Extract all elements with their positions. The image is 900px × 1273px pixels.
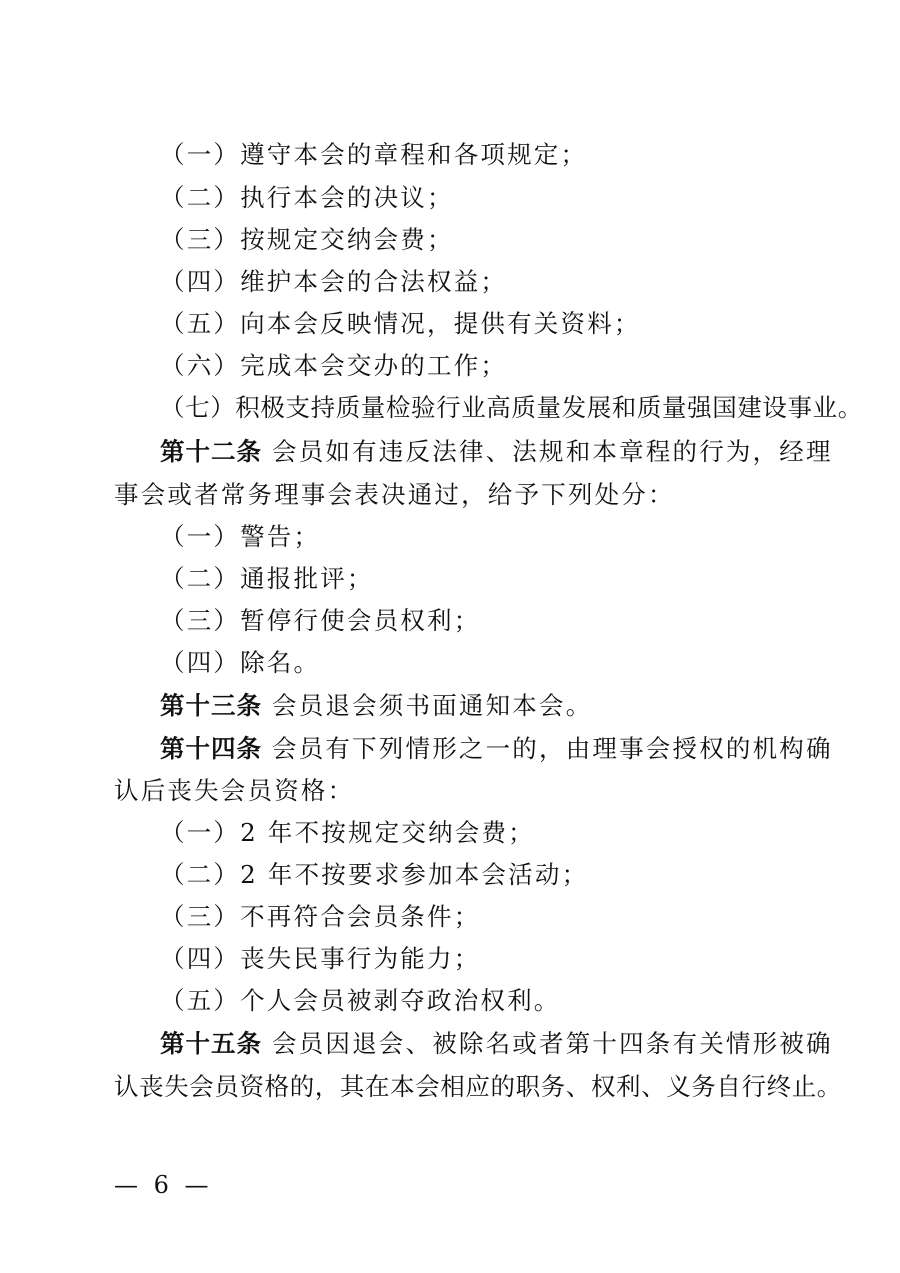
article-12-item-4: （四）除名。: [160, 648, 321, 677]
article-14-item-2: （二）2 年不按要求参加本会活动；: [160, 860, 589, 889]
article-12-item-2: （二）通报批评；: [160, 564, 374, 593]
article-15-line-2: 认丧失会员资格的，其在本会相应的职务、权利、义务自行终止。: [114, 1072, 842, 1101]
duty-item-4: （四）维护本会的合法权益；: [160, 267, 508, 296]
duty-item-7: （七）积极支持质量检验行业高质量发展和质量强国建设事业。: [160, 393, 863, 422]
article-12-text-1: 会员如有违反法律、法规和本章程的行为，经理: [272, 437, 833, 466]
duty-item-5: （五）向本会反映情况，提供有关资料；: [160, 309, 641, 338]
article-15-title: 第十五条: [160, 1029, 262, 1058]
article-14-item-3: （三）不再符合会员条件；: [160, 902, 481, 931]
article-14-title: 第十四条: [160, 734, 262, 763]
article-12-item-3: （三）暂停行使会员权利；: [160, 606, 481, 635]
article-14-line-2: 认后丧失会员资格：: [114, 776, 355, 805]
article-12-item-1: （一）警告；: [160, 522, 321, 551]
article-15-line-1: [160, 1029, 833, 1059]
article-14-item-4: （四）丧失民事行为能力；: [160, 944, 481, 973]
duty-item-1: （一）遵守本会的章程和各项规定；: [160, 140, 588, 169]
article-15-text-1: 会员因退会、被除名或者第十四条有关情形被确: [272, 1029, 833, 1058]
article-12-line-1: [160, 437, 833, 467]
article-13-line: [160, 691, 592, 721]
article-13-title: 第十三条: [160, 691, 262, 720]
duty-item-3: （三）按规定交纳会费；: [160, 225, 454, 254]
duty-item-6: （六）完成本会交办的工作；: [160, 351, 508, 380]
article-14-text-1: 会员有下列情形之一的，由理事会授权的机构确: [272, 734, 833, 763]
article-14-item-1: （一）2 年不按规定交纳会费；: [160, 818, 535, 847]
article-12-line-2: 事会或者常务理事会表决通过，给予下列处分：: [114, 480, 675, 509]
duty-item-2: （二）执行本会的决议；: [160, 183, 454, 212]
article-14-line-1: [160, 734, 833, 764]
article-14-item-5: （五）个人会员被剥夺政治权利。: [160, 986, 561, 1015]
page-number: — 6 —: [114, 1171, 213, 1199]
article-13-text: 会员退会须书面通知本会。: [272, 691, 593, 720]
article-12-title: 第十二条: [160, 437, 262, 466]
